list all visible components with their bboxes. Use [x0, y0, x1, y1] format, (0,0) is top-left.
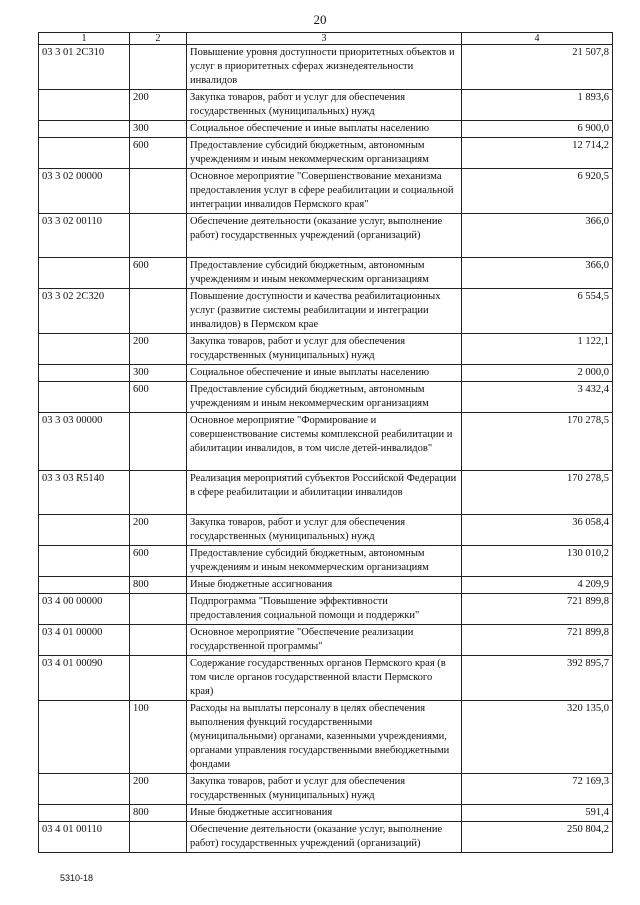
row-amount-cell: 721 899,8: [462, 594, 613, 625]
row-description-cell: Предоставление субсидий бюджетным, автономным учреждениям и иным некоммерческим организациям: [187, 382, 462, 413]
row-description-cell: Предоставление субсидий бюджетным, автономным учреждениям и иным некоммерческим организациям: [187, 258, 462, 289]
row-category-cell: [130, 656, 187, 701]
row-category-cell: 600: [130, 382, 187, 413]
column-header-4: 4: [462, 33, 613, 45]
budget-table: [38, 32, 613, 853]
row-amount-cell: 6 920,5: [462, 169, 613, 214]
row-code-cell: 03 3 03 R5140: [39, 471, 130, 515]
table-row: [39, 413, 613, 471]
table-row: [39, 805, 613, 822]
table-row: [39, 365, 613, 382]
row-category-cell: 200: [130, 774, 187, 805]
row-code-cell: 03 4 01 00110: [39, 822, 130, 853]
table-row: [39, 121, 613, 138]
row-description-cell: Основное мероприятие "Обеспечение реализации государственной программы": [187, 625, 462, 656]
row-description-cell: Подпрограмма "Повышение эффективности предоставления социальной помощи и поддержки": [187, 594, 462, 625]
row-category-cell: [130, 471, 187, 515]
row-amount-cell: 3 432,4: [462, 382, 613, 413]
column-header-1: 1: [39, 33, 130, 45]
table-row: [39, 214, 613, 258]
row-description-cell: Предоставление субсидий бюджетным, автономным учреждениям и иным некоммерческим организациям: [187, 138, 462, 169]
row-amount-cell: 36 058,4: [462, 515, 613, 546]
row-code-cell: 03 3 02 00000: [39, 169, 130, 214]
row-code-cell: 03 3 02 2С320: [39, 289, 130, 334]
table-row: [39, 334, 613, 365]
row-code-cell: 03 3 03 00000: [39, 413, 130, 471]
row-category-cell: 300: [130, 121, 187, 138]
row-description-cell: Социальное обеспечение и иные выплаты населению: [187, 121, 462, 138]
row-category-cell: 200: [130, 334, 187, 365]
row-description-cell: Закупка товаров, работ и услуг для обеспечения государственных (муниципальных) нужд: [187, 90, 462, 121]
row-description-cell: Иные бюджетные ассигнования: [187, 805, 462, 822]
row-description-cell: Повышение доступности и качества реабилитационных услуг (развитие системы реабилитации и интеграции инвалидов) в Пермском крае: [187, 289, 462, 334]
row-category-cell: [130, 169, 187, 214]
row-description-cell: Обеспечение деятельности (оказание услуг, выполнение работ) государственных учреждений (организаций): [187, 214, 462, 258]
row-category-cell: 800: [130, 577, 187, 594]
row-category-cell: 200: [130, 90, 187, 121]
row-code-cell: 03 4 01 00000: [39, 625, 130, 656]
row-description-cell: Содержание государственных органов Пермского края (в том числе органов государственной власти Пермского края): [187, 656, 462, 701]
table-row: [39, 546, 613, 577]
row-category-cell: [130, 289, 187, 334]
row-category-cell: 300: [130, 365, 187, 382]
row-amount-cell: 170 278,5: [462, 413, 613, 471]
page-number: 20: [313, 12, 327, 27]
row-code-cell: 03 4 01 00090: [39, 656, 130, 701]
row-category-cell: [130, 45, 187, 90]
column-header-3: 3: [187, 33, 462, 45]
row-amount-cell: 1 122,1: [462, 334, 613, 365]
row-code-cell: [39, 515, 130, 546]
row-code-cell: [39, 258, 130, 289]
row-category-cell: 100: [130, 701, 187, 774]
table-row: [39, 822, 613, 853]
column-header-2: 2: [130, 33, 187, 45]
row-code-cell: 03 3 01 2С310: [39, 45, 130, 90]
table-row: [39, 45, 613, 90]
table-row: [39, 577, 613, 594]
row-amount-cell: 6 554,5: [462, 289, 613, 334]
table-row: [39, 169, 613, 214]
row-category-cell: [130, 625, 187, 656]
row-code-cell: [39, 774, 130, 805]
row-amount-cell: 4 209,9: [462, 577, 613, 594]
row-amount-cell: 721 899,8: [462, 625, 613, 656]
row-code-cell: [39, 701, 130, 774]
table-body: [39, 45, 613, 853]
row-category-cell: 600: [130, 138, 187, 169]
row-amount-cell: 250 804,2: [462, 822, 613, 853]
row-code-cell: 03 3 02 00110: [39, 214, 130, 258]
table-row: [39, 594, 613, 625]
table-row: [39, 515, 613, 546]
row-category-cell: 600: [130, 546, 187, 577]
row-description-cell: Предоставление субсидий бюджетным, автономным учреждениям и иным некоммерческим организациям: [187, 546, 462, 577]
row-description-cell: Иные бюджетные ассигнования: [187, 577, 462, 594]
row-code-cell: [39, 90, 130, 121]
table-row: [39, 90, 613, 121]
row-amount-cell: 6 900,0: [462, 121, 613, 138]
row-amount-cell: 21 507,8: [462, 45, 613, 90]
row-category-cell: [130, 594, 187, 625]
table-row: [39, 382, 613, 413]
row-description-cell: Повышение уровня доступности приоритетных объектов и услуг в приоритетных сферах жизнедеятельности инвалидов: [187, 45, 462, 90]
row-code-cell: 03 4 00 00000: [39, 594, 130, 625]
row-amount-cell: 170 278,5: [462, 471, 613, 515]
table-row: [39, 701, 613, 774]
row-amount-cell: 1 893,6: [462, 90, 613, 121]
row-description-cell: Закупка товаров, работ и услуг для обеспечения государственных (муниципальных) нужд: [187, 334, 462, 365]
row-description-cell: Основное мероприятие "Совершенствование механизма предоставления услуг в сфере реабилитации и социальной интеграции инвалидов Пермского края": [187, 169, 462, 214]
row-amount-cell: 366,0: [462, 214, 613, 258]
row-code-cell: [39, 138, 130, 169]
table-row: [39, 625, 613, 656]
row-code-cell: [39, 121, 130, 138]
row-code-cell: [39, 805, 130, 822]
row-description-cell: Обеспечение деятельности (оказание услуг, выполнение работ) государственных учреждений (организаций): [187, 822, 462, 853]
row-code-cell: [39, 382, 130, 413]
row-amount-cell: 12 714,2: [462, 138, 613, 169]
table-header-row: [39, 33, 613, 45]
row-category-cell: [130, 413, 187, 471]
row-amount-cell: 320 135,0: [462, 701, 613, 774]
row-code-cell: [39, 365, 130, 382]
table-row: [39, 774, 613, 805]
row-category-cell: 800: [130, 805, 187, 822]
row-amount-cell: 130 010,2: [462, 546, 613, 577]
row-amount-cell: 591,4: [462, 805, 613, 822]
row-amount-cell: 72 169,3: [462, 774, 613, 805]
row-description-cell: Реализация мероприятий субъектов Российской Федерации в сфере реабилитации и абилитации инвалидов: [187, 471, 462, 515]
row-code-cell: [39, 577, 130, 594]
row-category-cell: 600: [130, 258, 187, 289]
row-description-cell: Основное мероприятие "Формирование и совершенствование системы комплексной реабилитации и абилитации инвалидов, в том числе детей-инвалидов": [187, 413, 462, 471]
row-description-cell: Расходы на выплаты персоналу в целях обеспечения выполнения функций государственными (муниципальными) органами, казенными учреждениями, органами управления государственными внебюджетными фондами: [187, 701, 462, 774]
row-code-cell: [39, 334, 130, 365]
row-description-cell: Социальное обеспечение и иные выплаты населению: [187, 365, 462, 382]
row-description-cell: Закупка товаров, работ и услуг для обеспечения государственных (муниципальных) нужд: [187, 515, 462, 546]
table-row: [39, 138, 613, 169]
row-code-cell: [39, 546, 130, 577]
row-category-cell: [130, 822, 187, 853]
table-row: [39, 258, 613, 289]
table-row: [39, 471, 613, 515]
table-row: [39, 656, 613, 701]
row-category-cell: 200: [130, 515, 187, 546]
row-amount-cell: 2 000,0: [462, 365, 613, 382]
table-row: [39, 289, 613, 334]
row-amount-cell: 392 895,7: [462, 656, 613, 701]
row-category-cell: [130, 214, 187, 258]
row-amount-cell: 366,0: [462, 258, 613, 289]
row-description-cell: Закупка товаров, работ и услуг для обеспечения государственных (муниципальных) нужд: [187, 774, 462, 805]
document-code: 5310-18: [60, 873, 94, 883]
